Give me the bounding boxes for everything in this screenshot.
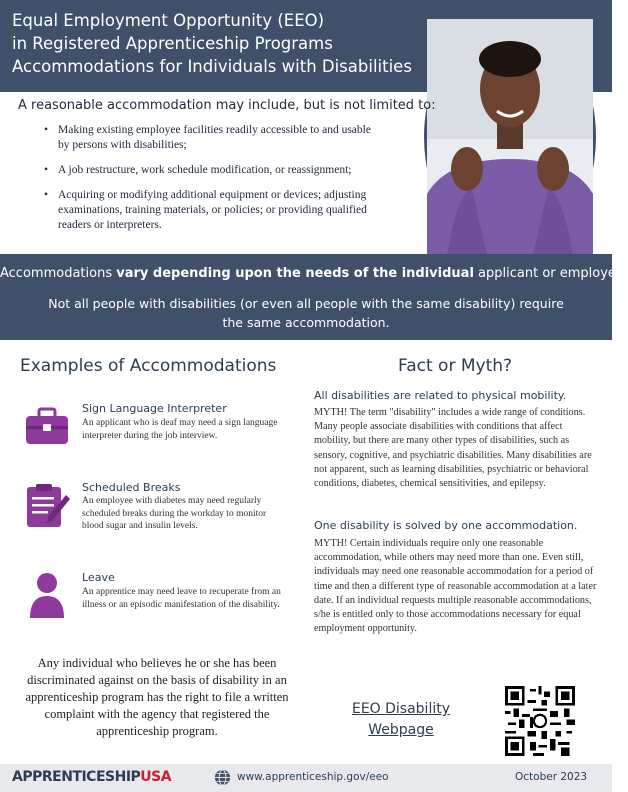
banner-line-2: Not all people with disabilities (or even all people with the same disability) require the same accommodation. [48, 296, 564, 330]
eeo-disability-link[interactable] [326, 699, 476, 741]
website-link[interactable]: www.apprenticeship.gov/eeo [237, 771, 389, 783]
example-heading: Leave [82, 571, 115, 584]
person-icon [22, 570, 72, 620]
complaint-notice: Any individual who believes he or she has been discriminated against on the basis of disability in an apprenticeship program has the right to file a written complaint with the agency that registered the apprenticeship program. [25, 656, 289, 738]
accommodation-banner [0, 254, 628, 340]
myth-question: All disabilities are related to physical mobility. [314, 389, 567, 402]
list-item: • Making existing employee facilities readily accessible to and usable by persons with disabilities; [44, 123, 384, 153]
person-photo [424, 16, 596, 258]
publication-date: October 2023 [515, 771, 588, 783]
list-item: • Acquiring or modifying additional equipment or devices; adjusting examinations, training materials, or policies; or providing qualified readers or interpreters. [44, 188, 384, 233]
briefcase-icon [22, 402, 72, 452]
footer-bar [0, 764, 612, 792]
title-line-2: in Registered Apprenticeship Programs [12, 34, 333, 53]
apprenticeship-usa-logo: APPRENTICESHIPUSA [12, 769, 172, 785]
qr-code[interactable] [505, 686, 575, 756]
example-body: An applicant who is deaf may need a sign language interpreter during the job interview. [82, 418, 278, 441]
banner-line-1: Accommodations vary depending upon the needs of the individual applicant or employee. [0, 266, 628, 281]
example-body: An apprentice may need leave to recuperate from an illness or an episodic manifestation of the disability. [82, 587, 281, 610]
title-line-1: Equal Employment Opportunity (EEO) [12, 11, 325, 30]
examples-title: Examples of Accommodations [20, 356, 277, 376]
example-heading: Scheduled Breaks [82, 481, 181, 494]
example-body: An employee with diabetes may need regularly scheduled breaks during the workday to monitor blood sugar and insulin levels. [82, 496, 267, 531]
clipboard-pencil-icon [22, 481, 72, 531]
link-line-1[interactable]: EEO Disability [351, 701, 451, 717]
fact-myth-title: Fact or Myth? [398, 356, 513, 376]
example-heading: Sign Language Interpreter [82, 402, 227, 415]
title-line-3: Accommodations for Individuals with Disabilities [12, 57, 412, 76]
globe-icon [214, 769, 231, 786]
myth-answer: MYTH! Certain individuals require only one reasonable accommodation, while others may need more than one. Even still, individuals may need one reasonable accommodation for a period of time and then a different type of reasonable accommodation at a later date. If an individual requests multiple reasonable accommodations, s/he is entitled only to those accommodations necessary for equal employment opportunity. [314, 538, 597, 635]
myth-question: One disability is solved by one accommodation. [314, 519, 578, 532]
link-line-2[interactable]: Webpage [368, 722, 434, 738]
accommodation-list [44, 123, 384, 243]
intro-heading: A reasonable accommodation may include, but is not limited to: [18, 98, 436, 113]
list-item: • A job restructure, work schedule modification, or reassignment; [44, 163, 384, 178]
myth-answer: MYTH! The term "disability" includes a wide range of conditions. Many people associate disabilities with conditions that affect mobility, but there are many other types of disabilities, such as sensory, cognitive, and psychiatric disabilities. Many disabilities are not apparent, such as learning disabilities, psychiatric or behavioral conditions, diabetes, chemical sensitivities, and epilepsy. [314, 407, 592, 490]
